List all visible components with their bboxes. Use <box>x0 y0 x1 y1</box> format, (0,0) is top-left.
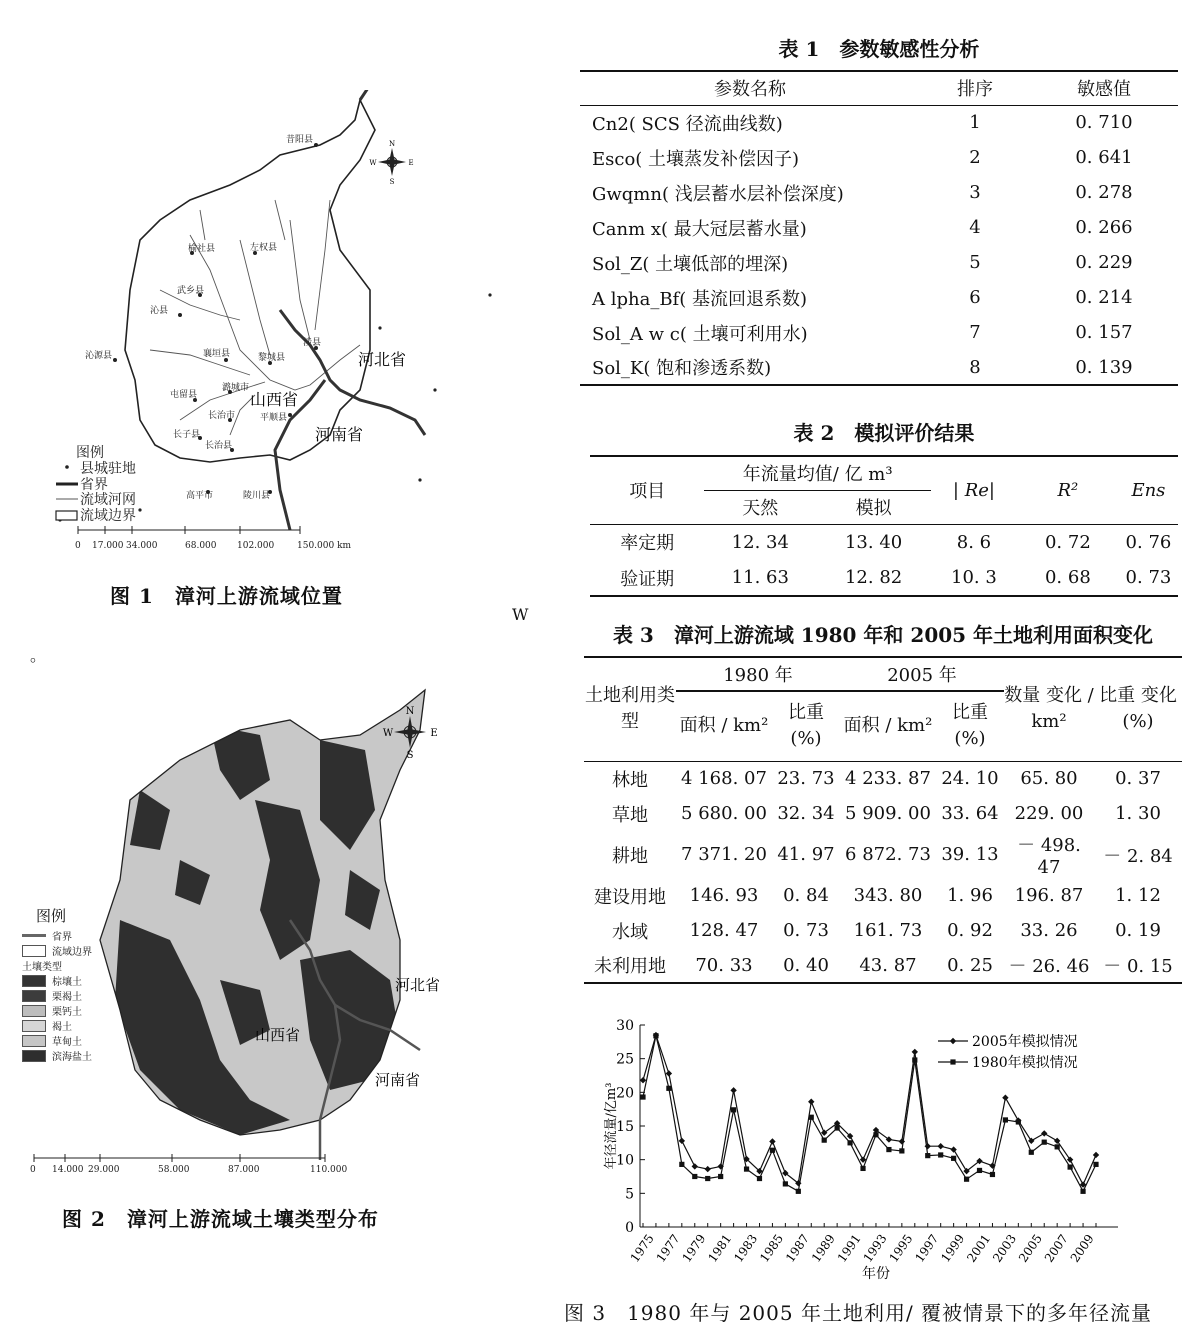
fig3-caption: 图 3 1980 年与 2005 年土地利用/ 覆被情景下的多年径流量 <box>564 1301 1153 1325</box>
table-cell: 验证期 <box>620 568 675 590</box>
table-cell: A lpha_Bf( 基流回退系数) <box>592 288 807 310</box>
data-point <box>1028 1138 1034 1144</box>
legend-item: 县城驻地 <box>80 461 136 477</box>
table-cell: 128. 47 <box>689 920 759 941</box>
soil-swatch <box>22 975 46 987</box>
x-tick-label: 1991 <box>834 1231 864 1265</box>
legend-item: 草甸土 <box>22 1033 132 1048</box>
table-cell: 0. 84 <box>783 885 829 906</box>
table-cell: 6 872. 73 <box>845 844 931 865</box>
soil-swatch <box>22 990 46 1002</box>
col-header-group: 1980 年 <box>676 657 840 691</box>
data-point <box>990 1172 995 1177</box>
legend-title: 图例 <box>36 907 67 925</box>
legend-item: 省界 <box>22 928 132 943</box>
table-cell: 11. 63 <box>731 567 789 588</box>
table-cell: 5 680. 00 <box>681 803 767 824</box>
table-cell: Cn2( SCS 径流曲线数) <box>592 113 783 135</box>
x-tick-label: 1987 <box>782 1231 812 1265</box>
table-row <box>580 280 1178 315</box>
table-cell: 0. 92 <box>947 920 993 941</box>
table-cell: － 0. 15 <box>1103 956 1173 977</box>
table-cell: 建设用地 <box>594 886 666 908</box>
table-cell: 草地 <box>612 804 648 826</box>
fig2-scale-bar <box>30 1154 347 1175</box>
table-row <box>580 245 1178 280</box>
svg-text:W: W <box>382 728 394 739</box>
table-cell: 12. 34 <box>731 531 789 553</box>
data-point <box>808 1099 814 1105</box>
fig1-county-label: 襄垣县 <box>203 349 231 359</box>
table-cell: Sol_A w c( 土壤可利用水) <box>592 323 808 345</box>
legend-item: 褐土 <box>22 1018 132 1033</box>
y-tick-label: 25 <box>616 1051 634 1068</box>
table-cell: 229. 00 <box>1014 803 1084 824</box>
province-label-henan: 河南省 <box>315 425 364 444</box>
fig2-caption: 图 2 漳河上游流域土壤类型分布 <box>62 1207 379 1231</box>
table-cell: 4 233. 87 <box>845 768 931 790</box>
soil-swatch <box>22 1035 46 1047</box>
svg-text:150.000 km: 150.000 km <box>297 541 352 551</box>
col-header: 天然 <box>742 498 779 519</box>
data-point <box>873 1132 878 1137</box>
table-cell: 343. 80 <box>853 885 923 906</box>
fig1-county-label: 高平市 <box>186 491 214 501</box>
table-cell: － 498. 47 <box>1017 835 1081 878</box>
table-row <box>584 831 1182 878</box>
table-row <box>584 948 1182 983</box>
col-header: 比重 变化 (%) <box>1094 657 1182 761</box>
table-cell: 0. 68 <box>1044 567 1091 588</box>
table-cell: 12. 82 <box>844 567 903 588</box>
col-header: R² <box>1017 456 1119 524</box>
table-cell: 7 371. 20 <box>681 844 767 865</box>
table-cell: 65. 80 <box>1020 768 1078 790</box>
data-point <box>653 1033 658 1038</box>
province-label-hebei: 河北省 <box>358 350 407 369</box>
table-row <box>584 796 1182 831</box>
data-point <box>783 1181 788 1186</box>
col-header: 模拟 <box>855 498 892 519</box>
x-tick-label: 1997 <box>912 1231 942 1265</box>
svg-text:102.000: 102.000 <box>237 541 275 551</box>
x-tick-label: 1983 <box>731 1231 761 1265</box>
data-point <box>718 1174 723 1179</box>
y-tick-label: 15 <box>616 1119 634 1135</box>
province-label-shanxi: 山西省 <box>255 1026 301 1044</box>
table-row <box>580 175 1178 210</box>
x-tick-label: 2007 <box>1041 1231 1071 1265</box>
table-row <box>580 350 1178 385</box>
x-tick-label: 1989 <box>808 1231 838 1265</box>
x-tick-label: 1979 <box>679 1231 709 1265</box>
data-point <box>744 1166 749 1171</box>
fig1-legend <box>56 445 136 524</box>
fig3-svg <box>598 1010 1138 1285</box>
province-label-henan: 河南省 <box>375 1071 421 1089</box>
data-point <box>847 1140 852 1145</box>
x-tick-label: 1975 <box>627 1231 657 1265</box>
y-tick-label: 5 <box>625 1186 634 1203</box>
table-cell: 5 <box>969 252 981 273</box>
x-tick-label: 1977 <box>653 1231 683 1265</box>
table-cell: 0. 278 <box>1075 182 1133 203</box>
y-axis-label: 年径流量/亿m³ <box>604 1082 619 1170</box>
table-row <box>580 105 1178 140</box>
data-point <box>757 1176 762 1181</box>
table-cell: 146. 93 <box>689 885 759 906</box>
x-tick-label: 2005 <box>1015 1231 1045 1265</box>
table-cell: 43. 87 <box>859 954 917 976</box>
data-point <box>964 1177 969 1182</box>
col-header: 面积 / km² <box>679 715 769 737</box>
svg-text:E: E <box>408 159 414 167</box>
y-tick-label: 30 <box>616 1018 634 1034</box>
data-point <box>692 1174 697 1179</box>
legend-title: 图例 <box>76 445 104 461</box>
col-header: 土地利用类型 <box>584 657 676 761</box>
x-tick-label: 2003 <box>990 1231 1020 1265</box>
fig1-county-label: 榆社县 <box>188 244 216 254</box>
x-tick-label: 1999 <box>938 1231 968 1265</box>
table3-title: 表 3 漳河上游流域 1980 年和 2005 年土地利用面积变化 <box>612 623 1154 647</box>
fig1-county-label: 潞城市 <box>222 383 250 393</box>
data-point <box>1093 1152 1099 1158</box>
legend-marker <box>950 1059 955 1064</box>
table-cell: 耕地 <box>612 845 648 867</box>
fig1-county-label: 长治县 <box>205 441 233 451</box>
col-header: | Re| <box>931 456 1017 524</box>
legend-marker <box>950 1038 956 1044</box>
legend-item: 流域边界 <box>80 508 136 524</box>
fig1-scale-bar <box>75 526 352 551</box>
svg-text:110.000: 110.000 <box>310 1165 348 1175</box>
svg-text:0: 0 <box>30 1165 36 1175</box>
svg-text:E: E <box>430 728 438 739</box>
table-cell: 13. 40 <box>844 531 903 553</box>
table-cell: 0. 266 <box>1075 217 1133 238</box>
table-cell: 0. 72 <box>1044 531 1091 553</box>
svg-text:0: 0 <box>75 541 81 551</box>
svg-text:34.000: 34.000 <box>126 541 158 551</box>
table-cell: 0. 229 <box>1075 252 1133 273</box>
compass-icon <box>369 140 413 186</box>
data-point <box>899 1148 904 1153</box>
table-cell: 4 168. 07 <box>681 768 767 790</box>
legend-item: 流域河网 <box>80 492 136 508</box>
table-cell: Gwqmn( 浅层蓄水层补偿深度) <box>592 183 844 205</box>
table-cell: Sol_Z( 土壤低部的埋深) <box>592 253 789 275</box>
y-tick-label: 20 <box>616 1085 634 1102</box>
svg-text:N: N <box>405 706 415 717</box>
y-tick-label: 0 <box>625 1220 634 1236</box>
data-point <box>692 1163 698 1169</box>
col-header: 比重 (%) <box>952 702 988 750</box>
table-cell: 0. 157 <box>1075 322 1133 343</box>
data-point <box>1042 1140 1047 1145</box>
fig3-chart <box>598 1010 1138 1285</box>
table-cell: 0. 214 <box>1075 287 1133 308</box>
fig1-county-label: 沁县 <box>150 306 169 316</box>
svg-text:58.000: 58.000 <box>158 1165 190 1175</box>
table-cell: － 2. 84 <box>1103 845 1173 867</box>
table-row <box>580 315 1178 350</box>
data-point <box>1055 1144 1060 1149</box>
table-cell: 3 <box>969 182 981 203</box>
fig1-county-label: 长治市 <box>208 411 236 421</box>
table-cell: 70. 33 <box>695 954 753 976</box>
svg-text:W: W <box>369 159 377 167</box>
table-cell: 196. 87 <box>1014 885 1084 906</box>
data-point <box>925 1153 930 1158</box>
table1-title: 表 1 参数敏感性分析 <box>778 37 980 61</box>
table-cell: 33. 64 <box>941 803 999 824</box>
data-point <box>770 1148 775 1153</box>
fig1-county-label: 涉县 <box>303 338 322 348</box>
data-point <box>925 1143 931 1149</box>
table-cell: 1 <box>969 112 981 134</box>
fig1-county-label: 左权县 <box>250 243 278 253</box>
data-point <box>731 1107 736 1112</box>
table-cell: 0. 710 <box>1075 112 1133 134</box>
table-cell: Esco( 土壤蒸发补偿因子) <box>592 148 800 170</box>
data-point <box>769 1138 775 1144</box>
data-point <box>705 1176 710 1181</box>
soil-swatch <box>22 1050 46 1062</box>
fig1-county-label: 屯留县 <box>170 390 198 400</box>
svg-text:29.000: 29.000 <box>88 1165 120 1175</box>
table-header-row <box>580 71 1178 105</box>
table-cell: 0. 641 <box>1075 147 1133 168</box>
data-point <box>886 1147 891 1152</box>
table-cell: Sol_K( 饱和渗透系数) <box>592 358 772 379</box>
table-row <box>580 210 1178 245</box>
data-point <box>809 1115 814 1120</box>
table-cell: 7 <box>969 322 981 343</box>
legend-item: 流域边界 <box>22 943 132 958</box>
table-cell: 24. 10 <box>941 768 999 790</box>
data-point <box>1029 1150 1034 1155</box>
data-point <box>640 1077 646 1083</box>
table-cell: 0. 40 <box>783 954 829 976</box>
table-cell: 2 <box>969 147 981 168</box>
fig1-county-label: 长子县 <box>173 430 201 440</box>
table-cell: 33. 26 <box>1020 920 1078 941</box>
table-row <box>590 560 1178 596</box>
legend-item: 栗钙土 <box>22 1003 132 1018</box>
x-tick-label: 1985 <box>757 1231 787 1265</box>
legend-item: 滨海盐土 <box>22 1048 132 1063</box>
table-cell: 0. 19 <box>1115 920 1161 941</box>
table-cell: 8. 6 <box>956 531 992 553</box>
province-label-shanxi: 山西省 <box>250 390 299 409</box>
x-tick-label: 1993 <box>860 1231 890 1265</box>
data-point <box>912 1049 918 1055</box>
svg-text:S: S <box>406 750 414 761</box>
data-point <box>1002 1095 1008 1101</box>
table-cell: 41. 97 <box>777 844 835 865</box>
table-cell: 32. 34 <box>777 803 835 824</box>
data-point <box>835 1125 840 1130</box>
stray-letter: W <box>512 605 529 624</box>
table-cell: 水域 <box>612 921 648 943</box>
data-point <box>730 1087 736 1093</box>
table-cell: － 26. 46 <box>1008 956 1090 977</box>
legend-item: 棕壤土 <box>22 973 132 988</box>
table-cell: 0. 73 <box>1125 567 1172 588</box>
table2 <box>590 455 1178 597</box>
data-point <box>640 1094 645 1099</box>
table-cell: 1. 96 <box>947 885 993 906</box>
data-point <box>1041 1130 1047 1136</box>
table-cell: 5 909. 00 <box>845 803 931 824</box>
x-tick-label: 1995 <box>886 1231 916 1265</box>
data-point <box>705 1166 711 1172</box>
data-point <box>860 1166 865 1171</box>
table-row <box>584 761 1182 796</box>
table-cell: 0. 25 <box>947 954 993 976</box>
svg-text:S: S <box>389 178 395 186</box>
table-row <box>580 140 1178 175</box>
svg-text:87.000: 87.000 <box>228 1165 260 1175</box>
table-cell: 0. 73 <box>783 920 829 941</box>
table-cell: 6 <box>969 287 981 308</box>
table-cell: Canm x( 最大冠层蓄水量) <box>592 218 807 240</box>
table-cell: 4 <box>969 217 981 238</box>
legend-item: 省界 <box>80 477 108 493</box>
svg-text:N: N <box>388 140 396 148</box>
data-point <box>822 1138 827 1143</box>
stray-dot: 。 <box>30 646 47 665</box>
table-cell: 林地 <box>612 769 648 791</box>
x-tick-label: 1981 <box>705 1231 735 1265</box>
fig1-county-label: 陵川县 <box>243 491 271 501</box>
table-cell: 23. 73 <box>777 768 835 790</box>
data-point <box>679 1162 684 1167</box>
soil-swatch <box>22 1020 46 1032</box>
svg-text:14.000: 14.000 <box>52 1165 84 1175</box>
fig1-county-label: 沁源县 <box>85 351 113 361</box>
table-row <box>590 524 1178 560</box>
x-tick-label: 2009 <box>1067 1231 1097 1265</box>
col-header: 项目 <box>590 456 704 524</box>
table-cell: 10. 3 <box>951 567 997 588</box>
table-cell: 率定期 <box>620 533 675 555</box>
data-point <box>666 1070 672 1076</box>
col-header: 敏感值 <box>1077 79 1131 101</box>
fig2-legend <box>22 905 132 1063</box>
table-row <box>584 878 1182 913</box>
x-axis-label: 年份 <box>862 1266 890 1282</box>
soil-swatch <box>22 1005 46 1017</box>
fig1-county-label: 昔阳县 <box>286 135 314 145</box>
legend-label: 2005年模拟情况 <box>972 1034 1078 1050</box>
svg-text:17.000: 17.000 <box>92 541 124 551</box>
table3 <box>584 656 1182 984</box>
table2-title: 表 2 模拟评价结果 <box>793 421 975 445</box>
data-point <box>950 1146 956 1152</box>
data-point <box>1016 1119 1021 1124</box>
fig1-svg <box>40 90 580 560</box>
data-point <box>1003 1117 1008 1122</box>
data-point <box>796 1189 801 1194</box>
col-header: Ens <box>1119 456 1178 524</box>
table-cell: 0. 139 <box>1075 356 1133 378</box>
data-point <box>1093 1162 1098 1167</box>
fig1-map <box>40 90 580 560</box>
data-point <box>977 1168 982 1173</box>
fig1-county-label: 平顺县 <box>260 413 288 423</box>
data-point <box>666 1086 671 1091</box>
table-row <box>584 913 1182 948</box>
table-cell: 0. 37 <box>1115 768 1161 790</box>
col-header-group: 年流量均值/ 亿 m³ <box>704 456 931 490</box>
table-cell: 161. 73 <box>853 920 923 941</box>
province-label-hebei: 河北省 <box>395 976 441 994</box>
data-point <box>912 1057 917 1062</box>
data-point <box>938 1152 943 1157</box>
table-cell: 1. 30 <box>1115 803 1161 824</box>
data-point <box>951 1156 956 1161</box>
col-header-group: 2005 年 <box>840 657 1004 691</box>
col-header: 比重 (%) <box>788 702 824 750</box>
col-header: 面积 / km² <box>843 715 933 737</box>
fig1-caption: 图 1 漳河上游流域位置 <box>110 584 343 608</box>
svg-text:68.000: 68.000 <box>185 541 217 551</box>
x-tick-label: 2001 <box>964 1231 994 1265</box>
fig1-county-label: 黎城县 <box>258 353 286 363</box>
table-cell: 1. 12 <box>1115 885 1161 906</box>
table1 <box>580 70 1178 386</box>
table-cell: 0. 76 <box>1125 531 1172 553</box>
table-cell: 8 <box>969 356 981 378</box>
data-point <box>1068 1164 1073 1169</box>
table-cell: 39. 13 <box>941 844 999 865</box>
legend-item: 栗褐土 <box>22 988 132 1003</box>
col-header: 数量 变化 / km² <box>1004 657 1094 761</box>
fig1-county-label: 武乡县 <box>177 286 205 296</box>
col-header: 排序 <box>957 79 993 101</box>
data-point <box>679 1138 685 1144</box>
data-point <box>1080 1189 1085 1194</box>
col-header: 参数名称 <box>714 79 786 101</box>
data-point <box>937 1143 943 1149</box>
legend-soil-title: 土壤类型 <box>22 962 62 973</box>
y-tick-label: 10 <box>616 1152 634 1169</box>
table-cell: 未利用地 <box>594 956 666 977</box>
legend-label: 1980年模拟情况 <box>972 1055 1078 1071</box>
